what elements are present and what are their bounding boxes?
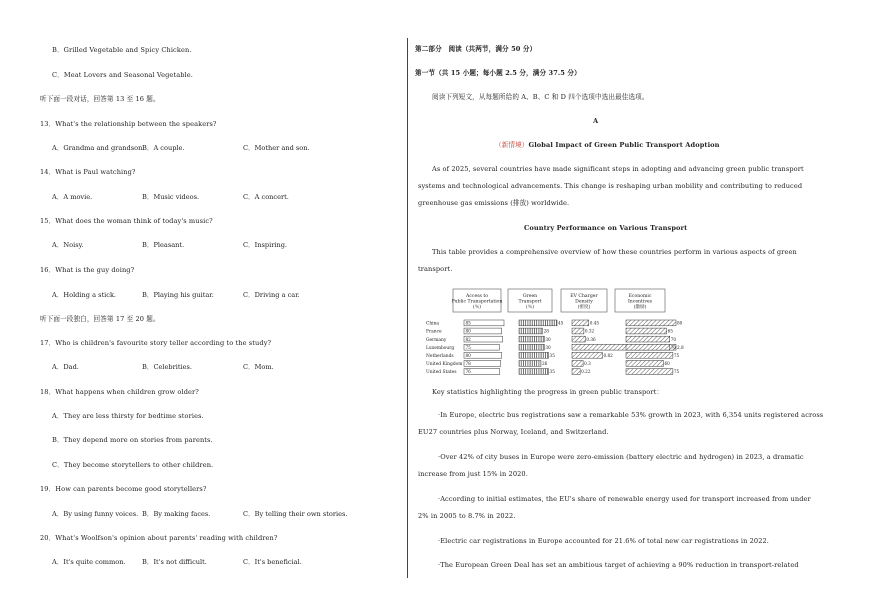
bar (572, 320, 589, 326)
answer-option-a: A．Grandma and grandson. (52, 144, 145, 152)
category-label: Luxembourg (426, 345, 455, 351)
bar (572, 352, 602, 358)
bar-value-label: 80 (465, 328, 471, 334)
answer-option-c: C．By telling their own stories. (243, 510, 348, 518)
series-header-label: Economic Incentives (激励) (627, 294, 653, 310)
bar (519, 320, 557, 326)
bar (572, 328, 584, 334)
category-label: Netherlands (426, 354, 454, 359)
table-intro-line: This table provides a comprehensive overview of how these countries perform in various aspects of green (432, 248, 797, 256)
answer-option: C．They become storytellers to other children. (52, 461, 214, 469)
answer-option-c: C．Mom. (243, 363, 274, 371)
answer-option: B．Grilled Vegetable and Spicy Chicken. (52, 46, 192, 54)
section-instruction: 听下面一段独白，回答第 17 至 20 题。 (40, 315, 160, 323)
intro-line: systems and technological advancements. This change is reshaping urban mobility and contributing to reduced (418, 182, 803, 190)
bar (519, 336, 544, 342)
bar-value-label: 0.32 (584, 328, 595, 334)
answer-option-a: A．It's quite common. (52, 558, 126, 566)
answer-option-c: C．Inspiring. (243, 241, 288, 249)
bar-value-label: 35 (549, 369, 555, 375)
bar-value-label: 2.8 (677, 344, 684, 350)
bar-value-label: 76 (465, 369, 471, 375)
bar (626, 328, 667, 334)
stat-line: ·The European Green Deal has set an ambitious target of achieving a 90% reduction in transport-related (438, 561, 799, 569)
question-stem: 19．How can parents become good storytellers? (40, 485, 207, 493)
answer-option-b: B．A couple. (142, 144, 185, 152)
bar-value-label: 30 (545, 336, 551, 342)
subsection-title: 第一节（共 15 小题；每小题 2.5 分，满分 37.5 分） (415, 69, 581, 77)
bar-value-label: 70 (670, 344, 677, 350)
question-stem: 14．What is Paul watching? (40, 168, 136, 176)
answer-option-c: C．Driving a car. (243, 291, 300, 299)
series-header-label: Green Transport (％) (518, 294, 542, 310)
question-stem: 15．What does the woman think of today's music? (40, 217, 213, 225)
bar-value-label: 0.45 (589, 320, 600, 326)
stats-heading: Key statistics highlighting the progress in green public transport： (432, 388, 664, 396)
passage-title: Global Impact of Green Public Transport Adoption (528, 141, 720, 149)
answer-option-a: A．Dad. (52, 363, 79, 371)
passage-letter: A (593, 117, 599, 125)
bar-value-label: 75 (673, 369, 680, 375)
answer-option-b: B．Pleasant. (142, 241, 185, 249)
category-label: France (426, 329, 442, 335)
category-label: United States (426, 370, 457, 376)
bar (626, 361, 664, 367)
bar-value-label: 78 (465, 361, 471, 367)
bar (626, 352, 673, 358)
stat-line: ·In Europe, electric bus registrations saw a remarkable 53% growth in 2023, with 6,354 units registered across (438, 411, 824, 419)
bar (519, 328, 543, 334)
answer-option-a: A．Noisy. (52, 241, 84, 249)
bar-value-label: 80 (465, 353, 471, 358)
bar (626, 336, 670, 342)
bar (519, 344, 544, 350)
answer-option-c: C．Mother and son. (243, 144, 310, 152)
bar-value-label: 70 (670, 336, 677, 342)
answer-option-a: A．By using funny voices. (52, 510, 139, 518)
left-column (0, 0, 405, 615)
bar-value-label: 80 (677, 320, 683, 326)
series-header-label: EV Charger Density (密度) (570, 294, 598, 310)
bar-value-label: 85 (465, 320, 471, 326)
bar (519, 361, 541, 367)
answer-option-a: A．Holding a stick. (52, 291, 117, 299)
question-stem: 17．Who is children's favourite story teller according to the study? (40, 339, 272, 347)
answer-option-b: B．Celebrities. (142, 363, 193, 371)
section-title: 第二部分 阅读（共两节，满分 50 分） (415, 45, 537, 53)
stat-line: ·Over 42% of city buses in Europe were zero-emission (battery electric and hydrogen) in 2023, a dramatic (438, 453, 804, 461)
answer-option: A．They are less thirsty for bedtime stories. (52, 412, 204, 420)
bar-value-label: 30 (545, 344, 551, 350)
table-title: Country Performance on Various Transport (524, 224, 688, 232)
passage-title-tag: （新情境） (495, 141, 529, 149)
intro-line: As of 2025, several countries have made significant steps in adopting and advancing green public transport (432, 165, 804, 173)
stat-line: EU27 countries plus Norway, Iceland, and Switzerland. (418, 428, 609, 436)
category-label: China (426, 321, 440, 327)
bar-value-label: 60 (664, 361, 670, 367)
stat-line: ·According to initial estimates, the EU's share of renewable energy used for transport increased from under (438, 495, 811, 503)
section-instruction: 听下面一段对话，回答第 13 至 16 题。 (40, 95, 160, 103)
answer-option-b: B．It's not difficult. (142, 558, 207, 566)
bar-value-label: 65 (667, 328, 673, 334)
bar-value-label: 35 (549, 353, 555, 358)
answer-option-b: B．By making faces. (142, 510, 211, 518)
stat-line: 2% in 2005 to 8.7% in 2022. (418, 512, 516, 520)
answer-option-b: B．Music videos. (142, 193, 200, 201)
bar-value-label: 26 (541, 361, 548, 367)
bar (519, 369, 549, 375)
bar-value-label: 0.82 (603, 353, 613, 358)
intro-line: greenhouse gas emissions (排放) worldwide. (418, 199, 570, 207)
question-stem: 13．What's the relationship between the speakers? (40, 120, 217, 128)
bar-value-label: 0.22 (581, 369, 591, 375)
bar (572, 336, 585, 342)
answer-option: B．They depend more on stories from parents. (52, 436, 213, 444)
category-label: United Kingdom (426, 362, 463, 368)
bar (572, 369, 580, 375)
bar-value-label: 75 (673, 353, 680, 358)
reading-instruction: 阅读下列短文，从每题所给的 A、B、C 和 D 四个选项中选出最佳选项。 (432, 93, 649, 101)
bar-value-label: 0.36 (586, 336, 596, 342)
stat-line: increase from just 15% in 2020. (418, 470, 528, 478)
question-stem: 18．What happens when children grow older? (40, 388, 199, 396)
bar-value-label: 45 (558, 320, 564, 326)
question-stem: 16．What is the guy doing? (40, 266, 135, 274)
passage-title-line (495, 141, 720, 150)
question-stem: 20．What's Woolfson's opinion about parents' reading with children? (40, 534, 278, 542)
category-label: Germany (426, 337, 447, 343)
bar (626, 369, 673, 375)
bar-value-label: 28 (543, 328, 549, 334)
bar (519, 352, 549, 358)
answer-option-a: A．A movie. (52, 193, 93, 201)
bar-value-label: 82 (465, 336, 471, 342)
country-performance-chart (424, 289, 684, 381)
stat-line: ·Electric car registrations in Europe accounted for 21.6% of total new car registrations in 2022. (438, 537, 769, 545)
table-intro-line: transport. (418, 265, 453, 273)
bar (626, 320, 676, 326)
answer-option-c: C．It's beneficial. (243, 558, 302, 566)
series-header-label: Access to Public Transportation (％) (451, 294, 503, 310)
answer-option-c: C．A concert. (243, 193, 289, 201)
bar (572, 361, 583, 367)
bar (626, 344, 670, 350)
bar-value-label: 0.3 (584, 361, 591, 367)
answer-option-b: B．Playing his guitar. (142, 291, 214, 299)
bar-value-label: 75 (465, 344, 471, 350)
answer-option: C．Meat Lovers and Seasonal Vegetable. (52, 71, 193, 79)
column-divider (407, 38, 408, 578)
